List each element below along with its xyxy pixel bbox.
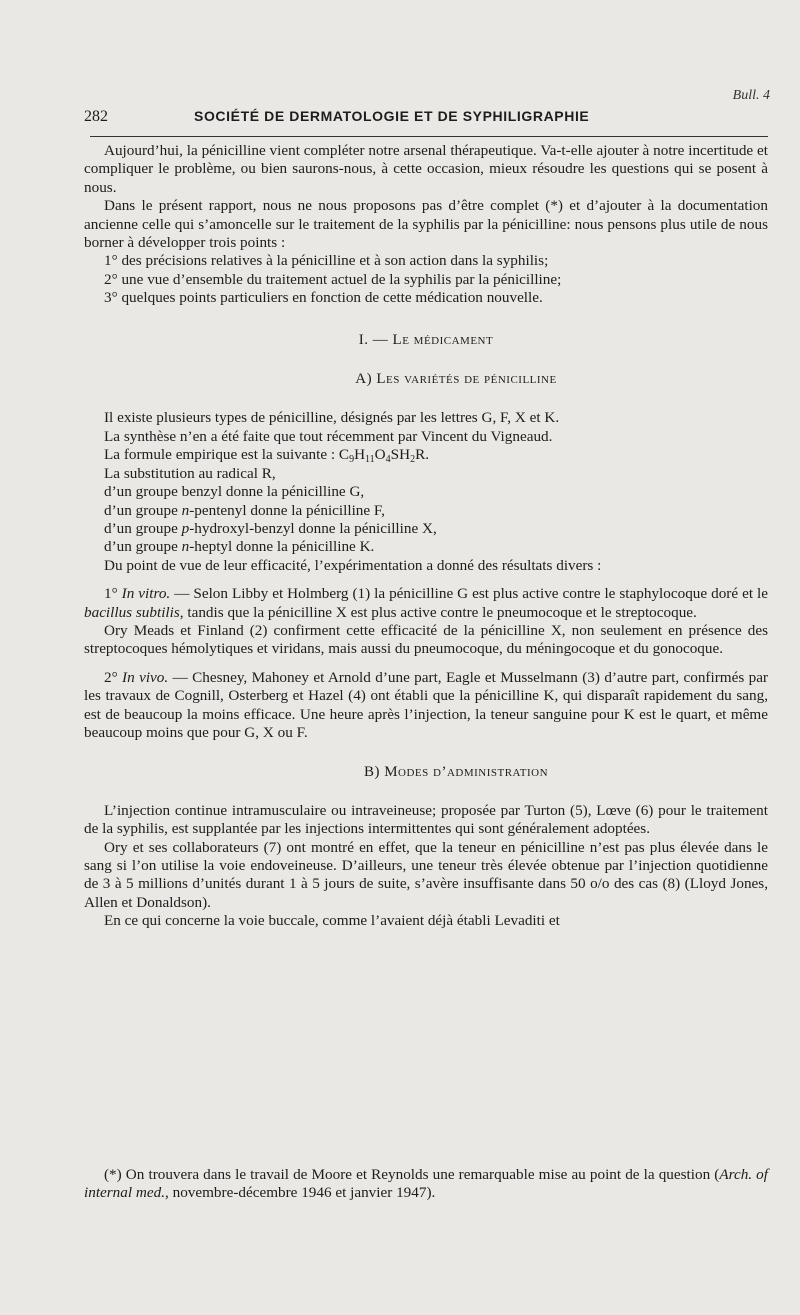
section-heading-medicament: I. — Le médicament xyxy=(358,331,494,348)
subsection-heading-varietes: A) Les variétés de pénicilline xyxy=(355,371,557,388)
intro-paragraph-2: Dans le présent rapport, nous ne nous proposons pas d’être complet (*) et d’ajouter à la documentation ancienne celle qui s’amoncelle sur le traitement de la syphilis par la pénicilline: nous pensons plus utile de nous borner à développer trois points : xyxy=(84,197,768,252)
group-line-f: d’un groupe n-pentenyl donne la pénicilline F, xyxy=(104,501,385,519)
body-text xyxy=(84,142,768,931)
group-line-x: d’un groupe p-hydroxyl-benzyl donne la pénicilline X, xyxy=(104,519,437,537)
journal-title: Arch. of internal med. xyxy=(84,1166,768,1202)
footnote: (*) On trouvera dans le travail de Moore et Reynolds une remarquable mise au point de la question (Arch. of internal med., novembre-décembre 1946 et janvier 1947). xyxy=(84,1166,768,1202)
formula-prefix: La formule empirique est la suivante : xyxy=(104,446,339,464)
subsection-heading-modes: B) Modes d’administration xyxy=(363,764,549,781)
running-title: SOCIÉTÉ DE DERMATOLOGIE ET DE SYPHILIGRAPHIE xyxy=(194,108,590,124)
in-vivo-paragraph: 2° In vivo. — Chesney, Mahoney et Arnold d’une part, Eagle et Musselmann (3) d’autre part, confirmés par les travaux de Cognill, Osterberg et Hazel (4) ont établi que la pénicilline K, qui disparaît rapidement du sang, est de beaucoup la moins efficace. Une heure après l’injection, la teneur sanguine pour K est le quart, et même beaucoup moins que pour G, X ou F. xyxy=(84,668,768,741)
intro-item-2: 2° une vue d’ensemble du traitement actuel de la syphilis par la pénicilline; xyxy=(104,270,562,288)
intro-paragraph-1: Aujourd’hui, la pénicilline vient compléter notre arsenal thérapeutique. Va-t-elle ajouter à notre incertitude et compliquer le problème, ou bien saurons-nous, à cette occasion, mieux résoudre les questions qui se posent à nous. xyxy=(84,142,768,196)
group-line-k: d’un groupe n-heptyl donne la pénicilline K. xyxy=(104,538,375,556)
chemical-formula: $C_9H_{11}O_4SH_2R$. xyxy=(338,446,429,466)
ory-meads-paragraph: Ory Meads et Finland (2) confirment cette efficacité de la pénicilline X, non seulement en présence des streptocoques hémolytiques et viridans, mais aussi du pneumocoque, du méningocoque et du gonocoque. xyxy=(84,621,768,658)
varietes-paragraph-2: La synthèse n’en a été faite que tout récemment par Vincent du Vigneaud. xyxy=(104,427,553,445)
intro-item-1: 1° des précisions relatives à la pénicilline et à son action dans la syphilis; xyxy=(104,252,549,270)
modes-paragraph-1: L’injection continue intramusculaire ou intraveineuse; proposée par Turton (5), Lœve (6) pour le traitement de la syphilis, est supplantée par les injections intermittentes qui sont généralement adoptées. xyxy=(84,801,768,838)
header-rule xyxy=(90,136,768,137)
page-header xyxy=(84,108,764,126)
intro-item-3: 3° quelques points particuliers en fonction de cette médication nouvelle. xyxy=(104,289,543,307)
modes-paragraph-3: En ce qui concerne la voie buccale, comme l’avaient déjà établi Levaditi et xyxy=(104,912,560,930)
varietes-paragraph-1: Il existe plusieurs types de pénicilline, désignés par les lettres G, F, X et K. xyxy=(104,409,560,427)
page-number: 282 xyxy=(84,108,108,125)
formula-line xyxy=(84,446,768,464)
group-line-g: d’un groupe benzyl donne la pénicilline G, xyxy=(104,483,365,501)
substitution-line: La substitution au radical R, xyxy=(104,464,276,482)
in-vitro-paragraph: 1° In vitro. — Selon Libby et Holmberg (1) la pénicilline G est plus active contre le staphylocoque doré et le bacillus subtilis, tandis que la pénicilline X est plus active contre le pneumocoque et le streptocoque. xyxy=(84,585,768,621)
modes-paragraph-2: Ory et ses collaborateurs (7) ont montré en effet, que la teneur en pénicilline n’est pas plus élevée dans le sang si l’on utilise la voie endoveineuse. D’ailleurs, une teneur très élevée obtenue par l’injection quotidienne de 3 à 5 millions d’unités durant 1 à 5 jours de suite, s’avère insuffisante dans 50 o/o des cas (8) (Lloyd Jones, Allen et Donaldson). xyxy=(84,838,768,911)
handwritten-annotation: Bull. 4 xyxy=(732,88,770,103)
efficacite-paragraph: Du point de vue de leur efficacité, l’expérimentation a donné des résultats divers : xyxy=(104,556,602,574)
